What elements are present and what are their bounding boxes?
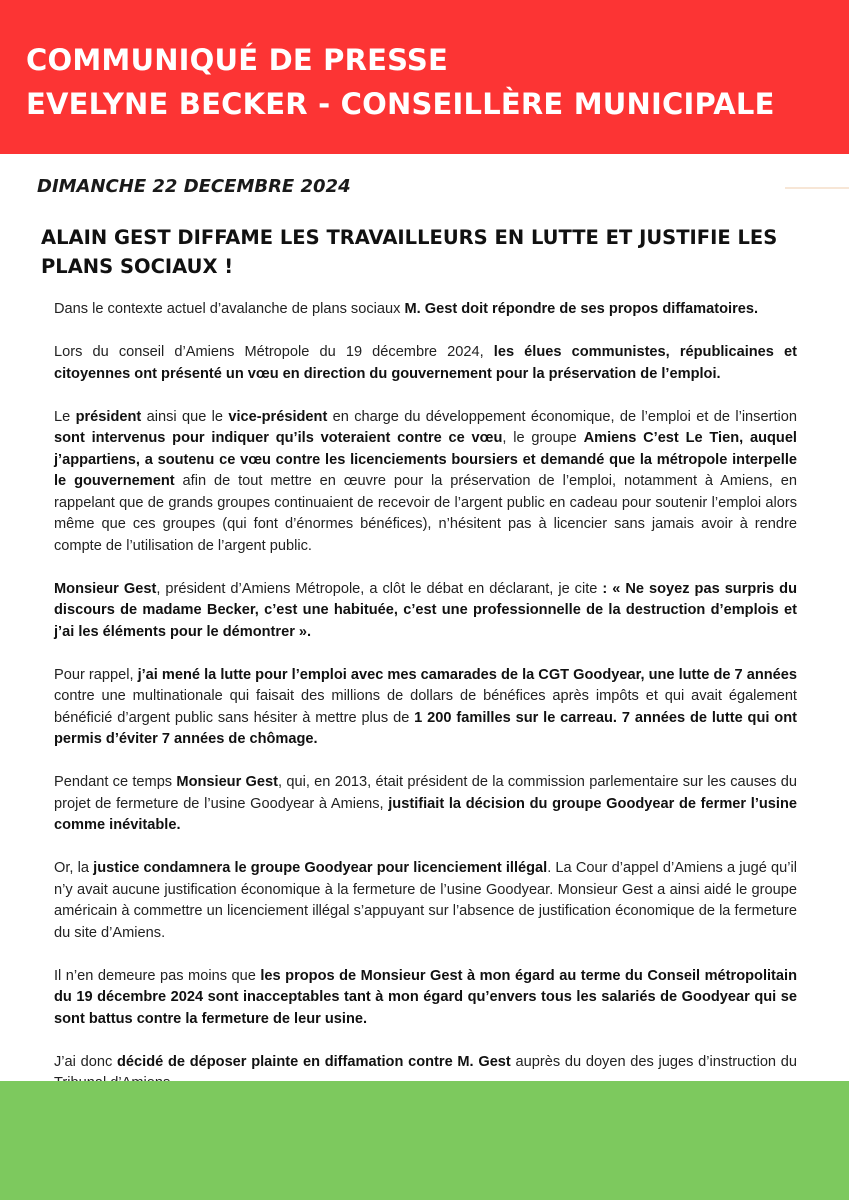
bold-text: justice condamnera le groupe Goodyear pour licenciement illégal (93, 860, 548, 876)
footer-band (0, 1081, 849, 1200)
bold-text: les propos de Monsieur Gest à mon égard au terme du Conseil métropolitain du 19 décembre 2024 sont inacceptables tant à mon égard qu’envers tous les salariés de Goodyear qui se sont battus contre la fermeture de leur usine. (54, 967, 798, 1027)
bold-text: M. Gest doit répondre de ses propos diffamatoires. (404, 301, 759, 317)
body-text: Lors du conseil d’Amiens Métropole du 19 décembre 2024, (54, 344, 494, 360)
body-text: Pendant ce temps (54, 774, 177, 790)
bold-text: sont intervenus pour indiquer qu’ils voteraient contre ce vœu (54, 430, 503, 446)
press-release-header (0, 0, 849, 154)
bold-text: vice-président (228, 408, 328, 425)
bold-text: : « Ne soyez pas surpris du discours de madame Becker, c’est une habituée, c’est une professionnelle de la destruction d’emplois et j’ai les éléments pour le démontrer ». (54, 580, 797, 640)
headline: ALAIN GEST DIFFAME LES TRAVAILLEURS EN LUTTE ET JUSTIFIE LES PLANS SOCIAUX ! (41, 226, 778, 278)
body-text: Or, la (54, 860, 94, 876)
body-text: , président d’Amiens Métropole, a clôt le débat en déclarant, je cite (156, 580, 603, 597)
body-text: en charge du développement économique, de l’emploi et de l’insertion (327, 408, 797, 425)
body-text: Pour rappel, (54, 666, 138, 683)
body-paragraph (54, 772, 797, 837)
body-paragraph (54, 342, 797, 385)
body-text: contre une multinationale qui faisait des millions de dollars de bénéfices après impôts et qui avait également bénéficié d’argent public sans hésiter à mettre plus de (54, 688, 797, 726)
body-text: . La Cour d’appel d’Amiens a jugé qu’il n’y avait aucune justification économique à la fermeture de l’usine Goodyear. Monsieur Gest a ainsi aidé le groupe américain à commettre un licenciement illégal s’appuyant sur l’absence de justification économique de la fermeture du site d’Amiens. (54, 860, 797, 941)
bold-text: Amiens C’est Le Tien, auquel j’appartiens, a soutenu ce vœu contre les licenciements boursiers et demandé que la métropole interpelle le gouvernement (54, 430, 797, 489)
press-release-body (54, 299, 797, 1116)
body-text: ainsi que le (141, 408, 229, 425)
bold-text: Monsieur Gest (54, 580, 157, 597)
body-text: , le groupe (502, 430, 584, 446)
body-text: J’ai donc (54, 1053, 117, 1070)
body-paragraph (54, 665, 797, 751)
bold-text: Monsieur Gest (176, 774, 279, 790)
bold-text: 1 200 familles sur le carreau. 7 années de lutte qui ont permis d’éviter 7 années de chômage. (54, 709, 797, 747)
bold-text: président (75, 408, 142, 425)
release-date: DIMANCHE 22 DECEMBRE 2024 (37, 176, 351, 197)
body-text: Le (54, 408, 76, 425)
body-text: auprès du doyen des juges d’instruction du (515, 1053, 798, 1070)
bold-text: justifiait la décision du groupe Goodyear de fermer l’usine comme inévitable. (54, 795, 797, 833)
body-text: afin de tout mettre en œuvre pour la préservation de l’emploi, notamment à Amiens, en rappelant que de grands groupes continuaient de recevoir de l’argent public en cadeau pour soutenir l’emploi alors même que ces groupes (qui font d’énormes bénéfices), n’hésitent pas à licencier sans jamais avoir à rendre compte de l’utilisation de l’argent public. (54, 473, 797, 554)
header-subtitle: EVELYNE BECKER - CONSEILLÈRE MUNICIPALE (26, 87, 775, 121)
body-text: Dans le contexte actuel d’avalanche de plans sociaux (54, 301, 405, 317)
body-paragraph (54, 858, 797, 944)
body-paragraph (54, 579, 797, 644)
body-paragraph (54, 299, 797, 321)
header-title: COMMUNIQUÉ DE PRESSE (26, 43, 449, 77)
body-paragraph (54, 966, 797, 1031)
body-text: Il n’en demeure pas moins que (54, 967, 261, 984)
bold-text: j’ai mené la lutte pour l’emploi avec mes camarades de la CGT Goodyear, une lutte de 7 années (137, 666, 798, 683)
body-text: , qui, en 2013, était président de la commission parlementaire sur les causes du projet de fermeture de l’usine Goodyear à Amiens, (54, 774, 797, 812)
bold-text: décidé de déposer plainte en diffamation contre M. Gest (117, 1053, 511, 1070)
bold-text: les élues communistes, républicaines et citoyennes ont présenté un vœu en direction du gouvernement pour la préservation de l’emploi. (54, 344, 797, 382)
date-divider (785, 187, 849, 189)
body-paragraph (54, 407, 797, 558)
